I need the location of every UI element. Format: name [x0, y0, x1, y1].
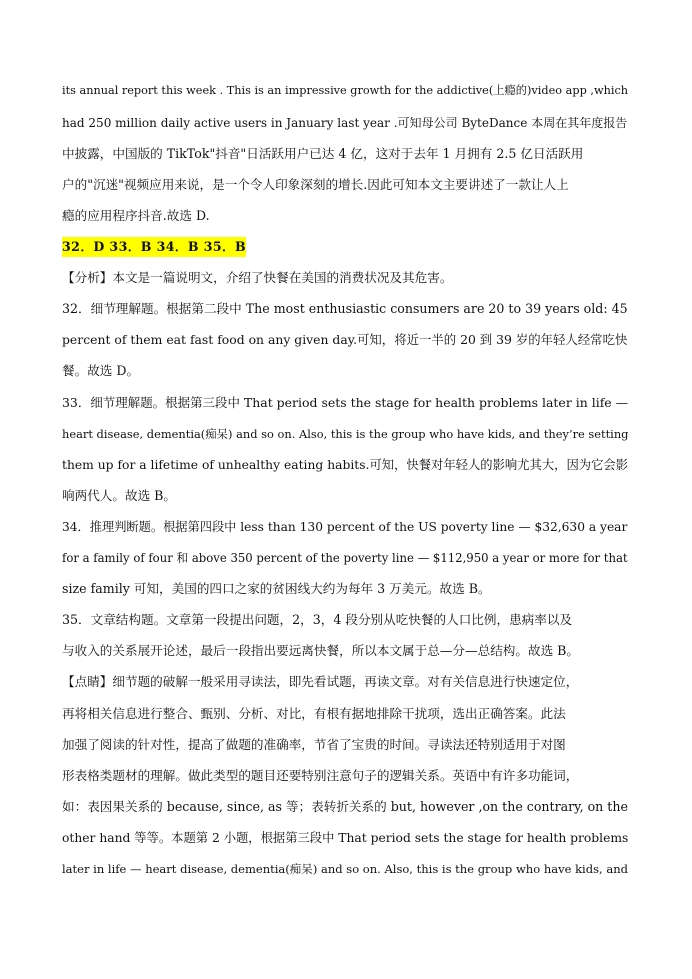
- text-line-21: 再将相关信息进行整合、甄别、分析、对比，有根有据地排除干扰项，选出正确答案。此法: [62, 706, 566, 721]
- text-line-12: heart disease, dementia(痴呆) and so on. Also, this is the group who have kids, and they’re setting: [62, 427, 629, 441]
- text-line-15: 34．推理判断题。根据第四段中 less than 130 percent of the US poverty line — $32,630 a year: [62, 520, 628, 534]
- text-line-19: 与收入的关系展开论述，最后一段指出要远离快餐，所以本文属于总—分—总结构。故选 B。: [62, 643, 580, 658]
- text-line-17: size family 可知，美国的四口之家的贫困线大约为每年 3 万美元。故选 B。: [62, 581, 491, 596]
- text-line-22: 加强了阅读的针对性，提高了做题的准确率，节省了宝贵的时间。寻读法还特别适用于对图: [62, 737, 566, 752]
- text-line-2: had 250 million daily active users in January last year .可知母公司 ByteDance 本周在其年度报告: [62, 116, 628, 130]
- text-line-3: 中披露，中国版的 TikTok"抖音"日活跃用户已达 4 亿，这对于去年 1 月拥有 2.5 亿日活跃用: [62, 146, 584, 161]
- text-line-18: 35．文章结构题。文章第一段提出问题，2，3，4 段分别从吃快餐的人口比例，患病率以及: [62, 612, 573, 627]
- text-line-10: 餐。故选 D。: [62, 363, 140, 378]
- text-line-24: 如：表因果关系的 because, since, as 等；表转折关系的 but, however ,on the contrary, on the: [62, 799, 628, 814]
- text-line-14: 响两代人。故选 B。: [62, 488, 177, 503]
- text-line-23: 形表格类题材的理解。做此类型的题目还要特别注意句子的逻辑关系。英语中有许多功能词，: [62, 768, 579, 783]
- text-line-26: later in life — heart disease, dementia(痴呆) and so on. Also, this is the group who have kids, and: [62, 862, 628, 876]
- tips-heading: 【点睛】细节题的破解一般采用寻读法，即先看试题，再读文章。对有关信息进行快速定位，: [62, 674, 579, 689]
- text-line-5: 瘾的应用程序抖音.故选 D.: [62, 208, 210, 223]
- text-line-16: for a family of four 和 above 350 percent of the poverty line — $112,950 a year or more for that: [62, 551, 628, 565]
- text-line-11: 33．细节理解题。根据第三段中 That period sets the stage for health problems later in life —: [62, 395, 629, 410]
- text-line-8: 32．细节理解题。根据第二段中 The most enthusiastic consumers are 20 to 39 years old: 45: [62, 301, 628, 316]
- text-line-4: 户的"沉迷"视频应用来说，是一个令人印象深刻的增长.因此可知本文主要讲述了一款让人上: [62, 177, 569, 192]
- text-line-25: other hand 等等。本题第 2 小题，根据第三段中 That period sets the stage for health problems: [62, 831, 629, 845]
- text-line-1: its annual report this week . This is an impressive growth for the addictive(上瘾的)video app ,which: [62, 84, 629, 97]
- answer-key-highlight: 32．D 33．B 34．B 35．B: [62, 237, 246, 257]
- text-line-9: percent of them eat fast food on any given day.可知，将近一半的 20 到 39 岁的年轻人经常吃快: [62, 332, 628, 347]
- analysis-heading: 【分析】本文是一篇说明文，介绍了快餐在美国的消费状况及其危害。: [62, 270, 453, 285]
- text-line-13: them up for a lifetime of unhealthy eating habits.可知，快餐对年轻人的影响尤其大，因为它会影: [62, 458, 629, 472]
